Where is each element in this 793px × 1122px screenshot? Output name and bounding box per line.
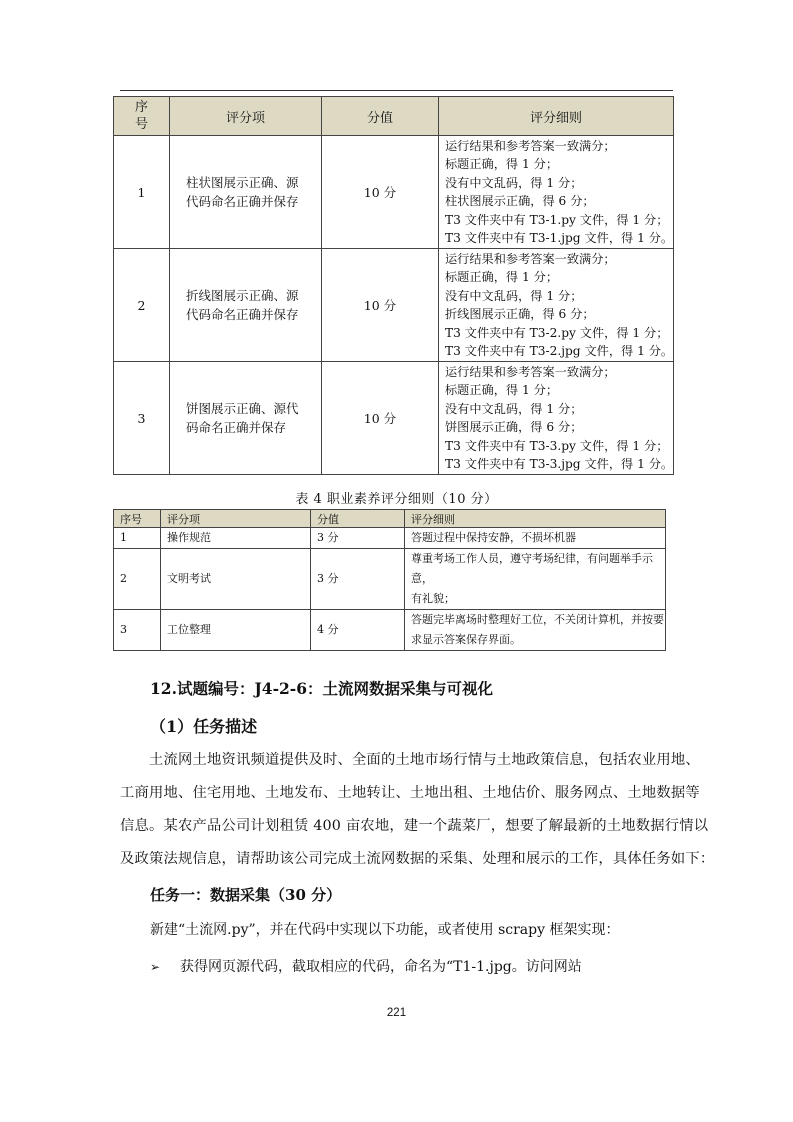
col-header-no: 序号 <box>114 510 161 528</box>
table-header-row <box>114 510 666 528</box>
score-detail: 答题完毕离场时整理好工位，不关闭计算机，并按要 求显示答案保存界面。 <box>405 610 666 651</box>
detail-line: 没有中文乱码，得 1 分； <box>445 175 583 190</box>
score-value: 3 分 <box>311 528 405 549</box>
score-item: 操作规范 <box>161 528 311 549</box>
col-header-detail: 评分细则 <box>405 510 666 528</box>
score-detail <box>439 249 674 362</box>
col-header-detail: 评分细则 <box>439 97 674 136</box>
score-detail: 答题过程中保持安静，不损坏机器 <box>405 528 666 549</box>
table-row <box>114 610 666 651</box>
row-number: 3 <box>114 610 161 651</box>
paragraph-line: 工商用地、住宅用地、土地发布、土地转让、土地出租、土地估价、服务网点、土地数据等 <box>120 785 700 801</box>
paragraph-line: 及政策法规信息，请帮助该公司完成土流网数据的采集、处理和展示的工作，具体任务如下： <box>120 851 715 867</box>
table-row <box>114 136 674 249</box>
score-value: 4 分 <box>311 610 405 651</box>
table4-caption: 表 4 职业素养评分细则（10 分） <box>295 492 498 507</box>
detail-line: 饼图展示正确，得 6 分； <box>445 420 583 434</box>
score-item: 饼图展示正确、源代 码命名正确并保存 <box>170 362 322 475</box>
col-header-item: 评分项 <box>170 97 322 136</box>
table-header-row <box>114 97 674 136</box>
score-detail <box>439 136 674 249</box>
row-number: 3 <box>114 362 170 475</box>
score-value: 10 分 <box>322 136 439 249</box>
score-value: 10 分 <box>322 362 439 475</box>
header-rule <box>120 90 673 91</box>
score-detail <box>439 362 674 475</box>
table-row <box>114 528 666 549</box>
col-header-item: 评分项 <box>161 510 311 528</box>
detail-line: 没有中文乱码，得 1 分； <box>445 288 583 303</box>
row-number: 2 <box>114 549 161 610</box>
detail-line: 标题正确，得 1 分； <box>445 270 559 284</box>
detail-line: T3 文件夹中有 T3-2.jpg 文件，得 1 分。 <box>445 344 674 358</box>
row-number: 1 <box>114 528 161 549</box>
bullet-text: 获得网页源代码，截取相应的代码，命名为“T1-1.jpg。访问网站 <box>180 959 582 975</box>
detail-line: T3 文件夹中有 T3-3.py 文件，得 1 分； <box>445 438 669 453</box>
detail-line: 运行结果和参考答案一致满分； <box>445 251 616 266</box>
score-item: 柱状图展示正确、源 代码命名正确并保存 <box>170 136 322 249</box>
score-value: 3 分 <box>311 549 405 610</box>
row-number: 2 <box>114 249 170 362</box>
col-header-score: 分值 <box>322 97 439 136</box>
scoring-table <box>113 96 674 475</box>
table-row <box>114 249 674 362</box>
arrow-bullet-icon: ➢ <box>150 960 161 974</box>
detail-line: 标题正确，得 1 分； <box>445 157 559 171</box>
score-item: 折线图展示正确、源 代码命名正确并保存 <box>170 249 322 362</box>
detail-line: 运行结果和参考答案一致满分； <box>445 364 616 379</box>
detail-line: 运行结果和参考答案一致满分； <box>445 138 616 153</box>
detail-line: 标题正确，得 1 分； <box>445 383 559 397</box>
score-detail: 尊重考场工作人员，遵守考场纪律，有问题举手示意， 有礼貌； <box>405 549 666 610</box>
task1-title: 任务一：数据采集（30 分） <box>150 886 342 904</box>
bullet-item <box>150 956 582 976</box>
task-description <box>120 744 715 876</box>
paragraph-line: 信息。某农产品公司计划租赁 400 亩农地，建一个蔬菜厂，想要了解最新的土地数据行情以 <box>120 818 709 834</box>
detail-line: T3 文件夹中有 T3-1.py 文件，得 1 分； <box>445 212 669 227</box>
literacy-table <box>113 509 666 651</box>
col-header-score: 分值 <box>311 510 405 528</box>
question-title: 12.试题编号：J4-2-6：土流网数据采集与可视化 <box>150 679 494 698</box>
detail-line: 折线图展示正确，得 6 分； <box>445 307 595 321</box>
detail-line: T3 文件夹中有 T3-1.jpg 文件，得 1 分。 <box>445 231 674 245</box>
col-header-no: 序 号 <box>114 97 170 136</box>
paragraph-line: 土流网土地资讯频道提供及时、全面的土地市场行情与土地政策信息，包括农业用地、 <box>120 752 700 768</box>
detail-line: 没有中文乱码，得 1 分； <box>445 401 583 416</box>
detail-line: T3 文件夹中有 T3-2.py 文件，得 1 分； <box>445 325 669 340</box>
detail-line: T3 文件夹中有 T3-3.jpg 文件，得 1 分。 <box>445 457 674 471</box>
row-number: 1 <box>114 136 170 249</box>
table-row <box>114 549 666 610</box>
detail-line: 柱状图展示正确，得 6 分； <box>445 194 595 208</box>
page-number: 221 <box>386 1007 407 1019</box>
task1-intro: 新建“土流网.py”，并在代码中实现以下功能，或者使用 scrapy 框架实现： <box>150 922 620 938</box>
score-item: 工位整理 <box>161 610 311 651</box>
section-heading: （1）任务描述 <box>150 717 258 736</box>
score-value: 10 分 <box>322 249 439 362</box>
score-item: 文明考试 <box>161 549 311 610</box>
table-row <box>114 362 674 475</box>
